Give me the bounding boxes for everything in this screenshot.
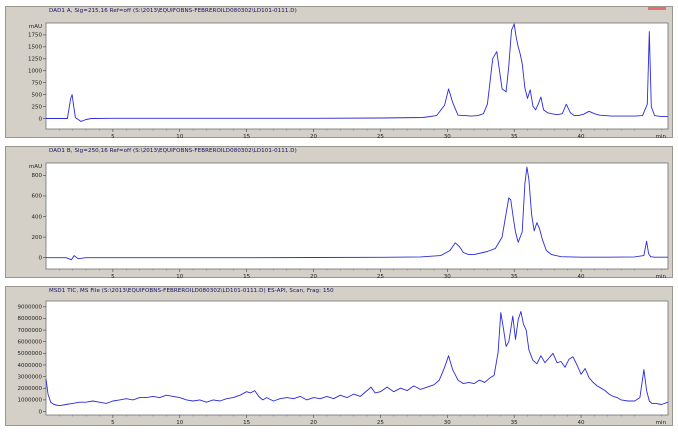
x-tick-label: 30 xyxy=(443,274,451,279)
chart-panel-dad1b xyxy=(5,146,673,278)
x-tick-label: 5 xyxy=(111,420,115,426)
chart-title: DAD1 A, Sig=215,16 Ref=off (S:\2013\EQUIFOBNS-FEBREROILD080302\LD101-0111.D) xyxy=(49,8,297,14)
x-tick-label: 5 xyxy=(111,274,115,279)
chart-svg xyxy=(6,7,674,139)
y-tick-label: 4000000 xyxy=(17,362,42,369)
x-tick-label: 10 xyxy=(176,134,184,139)
y-tick-label: 750 xyxy=(31,80,42,87)
x-tick-label: 40 xyxy=(577,134,585,139)
y-tick-label: 1500 xyxy=(28,44,42,51)
y-unit-label: mAU xyxy=(28,24,42,30)
x-tick-label: 40 xyxy=(577,274,585,279)
x-tick-label: 15 xyxy=(243,274,251,279)
x-tick-label: 25 xyxy=(376,134,384,139)
y-tick-label: 200 xyxy=(31,234,42,241)
y-tick-label: 1000000 xyxy=(17,397,42,404)
y-tick-label: 3000000 xyxy=(17,374,42,381)
y-tick-label: 0 xyxy=(38,255,42,262)
plot-area xyxy=(46,23,668,129)
chart-panel-dad1a xyxy=(5,6,673,138)
x-tick-label: 15 xyxy=(243,420,251,426)
x-tick-label: 35 xyxy=(510,274,518,279)
chart-title: DAD1 B, Sig=250,16 Ref=off (S:\2013\EQUIFOBNS-FEBREROILD080302\LD101-0111.D) xyxy=(49,148,297,154)
y-tick-label: 1250 xyxy=(28,56,42,63)
y-unit-label: mAU xyxy=(28,164,42,170)
y-tick-label: 600 xyxy=(31,193,42,200)
chart-title: MSD1 TIC, MS File (S:\2013\EQUIFOBNS-FEBREROILD080302\LD101-0111.D) ES-API, Scan, Frag: 150 xyxy=(49,288,334,294)
y-tick-label: 250 xyxy=(31,104,42,111)
chart-svg xyxy=(6,287,674,427)
y-tick-label: 0 xyxy=(38,409,42,416)
y-tick-label: 800 xyxy=(31,173,42,180)
y-tick-label: 1000 xyxy=(28,68,42,75)
x-tick-label: 35 xyxy=(510,420,518,426)
x-unit-label: min xyxy=(655,420,666,426)
x-tick-label: 10 xyxy=(176,420,184,426)
x-tick-label: 15 xyxy=(243,134,251,139)
y-tick-label: 1750 xyxy=(28,32,42,39)
y-tick-label: 400 xyxy=(31,214,42,221)
y-tick-label: 6000000 xyxy=(17,339,42,346)
x-tick-label: 30 xyxy=(443,420,451,426)
x-tick-label: 10 xyxy=(176,274,184,279)
x-tick-label: 25 xyxy=(376,420,384,426)
x-tick-label: 40 xyxy=(577,420,585,426)
x-tick-label: 20 xyxy=(310,274,318,279)
x-tick-label: 5 xyxy=(111,134,115,139)
x-tick-label: 25 xyxy=(376,274,384,279)
x-tick-label: 20 xyxy=(310,134,318,139)
y-tick-label: 0 xyxy=(38,116,42,123)
chart-svg xyxy=(6,147,674,279)
y-tick-label: 5000000 xyxy=(17,351,42,358)
x-unit-label: min xyxy=(655,134,666,139)
y-tick-label: 8000000 xyxy=(17,316,42,323)
x-tick-label: 30 xyxy=(443,134,451,139)
y-tick-label: 7000000 xyxy=(17,327,42,334)
y-tick-label: 500 xyxy=(31,92,42,99)
y-tick-label: 9000000 xyxy=(17,304,42,311)
y-tick-label: 2000000 xyxy=(17,386,42,393)
x-tick-label: 20 xyxy=(310,420,318,426)
plot-area xyxy=(46,163,668,269)
x-tick-label: 35 xyxy=(510,134,518,139)
x-unit-label: min xyxy=(655,274,666,279)
chart-panel-msd1-tic xyxy=(5,286,673,426)
